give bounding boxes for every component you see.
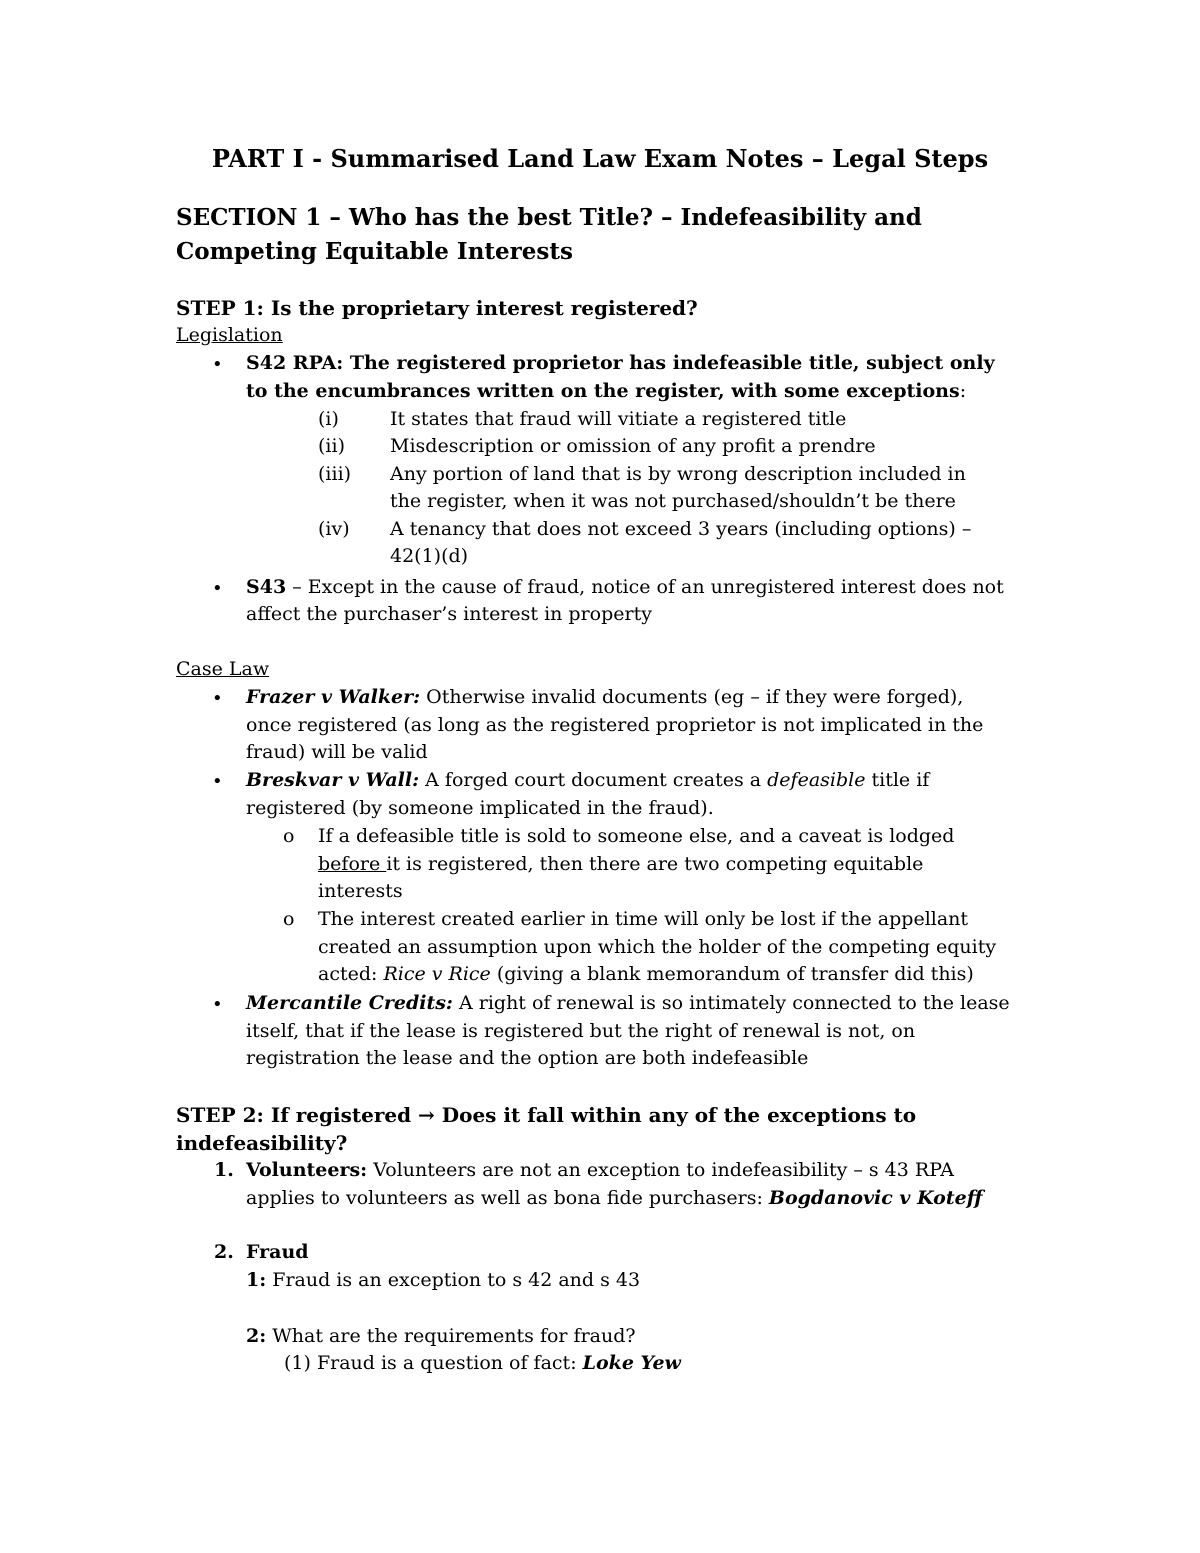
frazer-line-2: once registered (as long as the registered proprietor is not implicated in the xyxy=(246,714,984,736)
sub-bullet-icon: o xyxy=(283,825,295,847)
list-number: 1. xyxy=(214,1159,234,1181)
frazer-line-1: Frazer v Walker: Otherwise invalid documents (eg – if they were forged), xyxy=(246,686,964,708)
s42-line-2: to the encumbrances written on the register, with some exceptions: xyxy=(246,380,967,402)
step-1-question: Is the proprietary interest registered? xyxy=(263,296,698,320)
s42-line-1: S42 RPA: The registered proprietor has indefeasible title, subject only xyxy=(246,352,995,374)
breskvar-line-1: Breskvar v Wall: A forged court document creates a defeasible title if xyxy=(246,769,930,791)
bullet-icon: • xyxy=(212,771,223,792)
arrow-right-icon: → xyxy=(418,1103,435,1127)
mercantile-line-3: registration the lease and the option are both indefeasible xyxy=(246,1047,809,1069)
exception-number: (iii) xyxy=(318,463,352,485)
bullet-icon: • xyxy=(212,688,223,709)
breskvar-sub1-line-2: before it is registered, then there are two competing equitable xyxy=(318,853,924,875)
volunteers-line-1: Volunteers: Volunteers are not an exception to indefeasibility – s 43 RPA xyxy=(246,1159,954,1181)
legislation-heading: Legislation xyxy=(176,324,283,346)
frazer-line-3: fraud) will be valid xyxy=(246,741,428,763)
bullet-icon: • xyxy=(212,354,223,375)
step-1-heading xyxy=(176,296,698,320)
step-2-heading-line-1: STEP 2: If registered → Does it fall within any of the exceptions to xyxy=(176,1103,917,1127)
breskvar-sub2-line-3: acted: Rice v Rice (giving a blank memorandum of transfer did this) xyxy=(318,963,974,985)
exception-text: Misdescription or omission of any profit a prendre xyxy=(390,435,876,457)
step-2-heading-line-2: indefeasibility? xyxy=(176,1131,348,1155)
mercantile-line-2: itself, that if the lease is registered but the right of renewal is not, on xyxy=(246,1020,916,1042)
s43-line-1: S43 – Except in the cause of fraud, notice of an unregistered interest does not xyxy=(246,576,1004,598)
fraud-heading: Fraud xyxy=(246,1241,309,1263)
exception-number: (iv) xyxy=(318,518,350,540)
exception-number: (i) xyxy=(318,408,339,430)
fraud-point-2: 2: What are the requirements for fraud? xyxy=(246,1325,636,1347)
exception-text: Any portion of land that is by wrong description included in xyxy=(390,463,966,485)
volunteers-line-2: applies to volunteers as well as bona fide purchasers: Bogdanovic v Koteff xyxy=(246,1187,983,1209)
case-law-heading: Case Law xyxy=(176,658,270,680)
section-heading-line-1: SECTION 1 – Who has the best Title? – Indefeasibility and xyxy=(176,204,922,231)
fraud-requirement-1: (1) Fraud is a question of fact: Loke Yew xyxy=(284,1352,681,1374)
bullet-icon: • xyxy=(212,994,223,1015)
sub-bullet-icon: o xyxy=(283,908,295,930)
exception-text: A tenancy that does not exceed 3 years (including options) – xyxy=(390,518,972,540)
breskvar-sub1-line-3: interests xyxy=(318,880,403,902)
bullet-icon: • xyxy=(212,578,223,599)
exception-text: 42(1)(d) xyxy=(390,545,469,567)
exception-text: It states that fraud will vitiate a registered title xyxy=(390,408,847,430)
fraud-point-1: 1: Fraud is an exception to s 42 and s 43 xyxy=(246,1269,641,1291)
list-number: 2. xyxy=(214,1241,234,1263)
document-title: PART I - Summarised Land Law Exam Notes – Legal Steps xyxy=(211,144,989,173)
breskvar-line-2: registered (by someone implicated in the fraud). xyxy=(246,797,714,819)
step-1-label: STEP 1: xyxy=(176,296,264,320)
breskvar-sub2-line-2: created an assumption upon which the holder of the competing equity xyxy=(318,936,997,958)
s43-line-2: affect the purchaser’s interest in property xyxy=(246,603,652,625)
breskvar-sub2-line-1: The interest created earlier in time will only be lost if the appellant xyxy=(318,908,969,930)
breskvar-sub1-line-1: If a defeasible title is sold to someone else, and a caveat is lodged xyxy=(318,825,955,847)
exception-text: the register, when it was not purchased/shouldn’t be there xyxy=(390,490,956,512)
section-heading-line-2: Competing Equitable Interests xyxy=(176,238,573,265)
mercantile-line-1: Mercantile Credits: A right of renewal is so intimately connected to the lease xyxy=(246,992,1010,1014)
exception-number: (ii) xyxy=(318,435,345,457)
